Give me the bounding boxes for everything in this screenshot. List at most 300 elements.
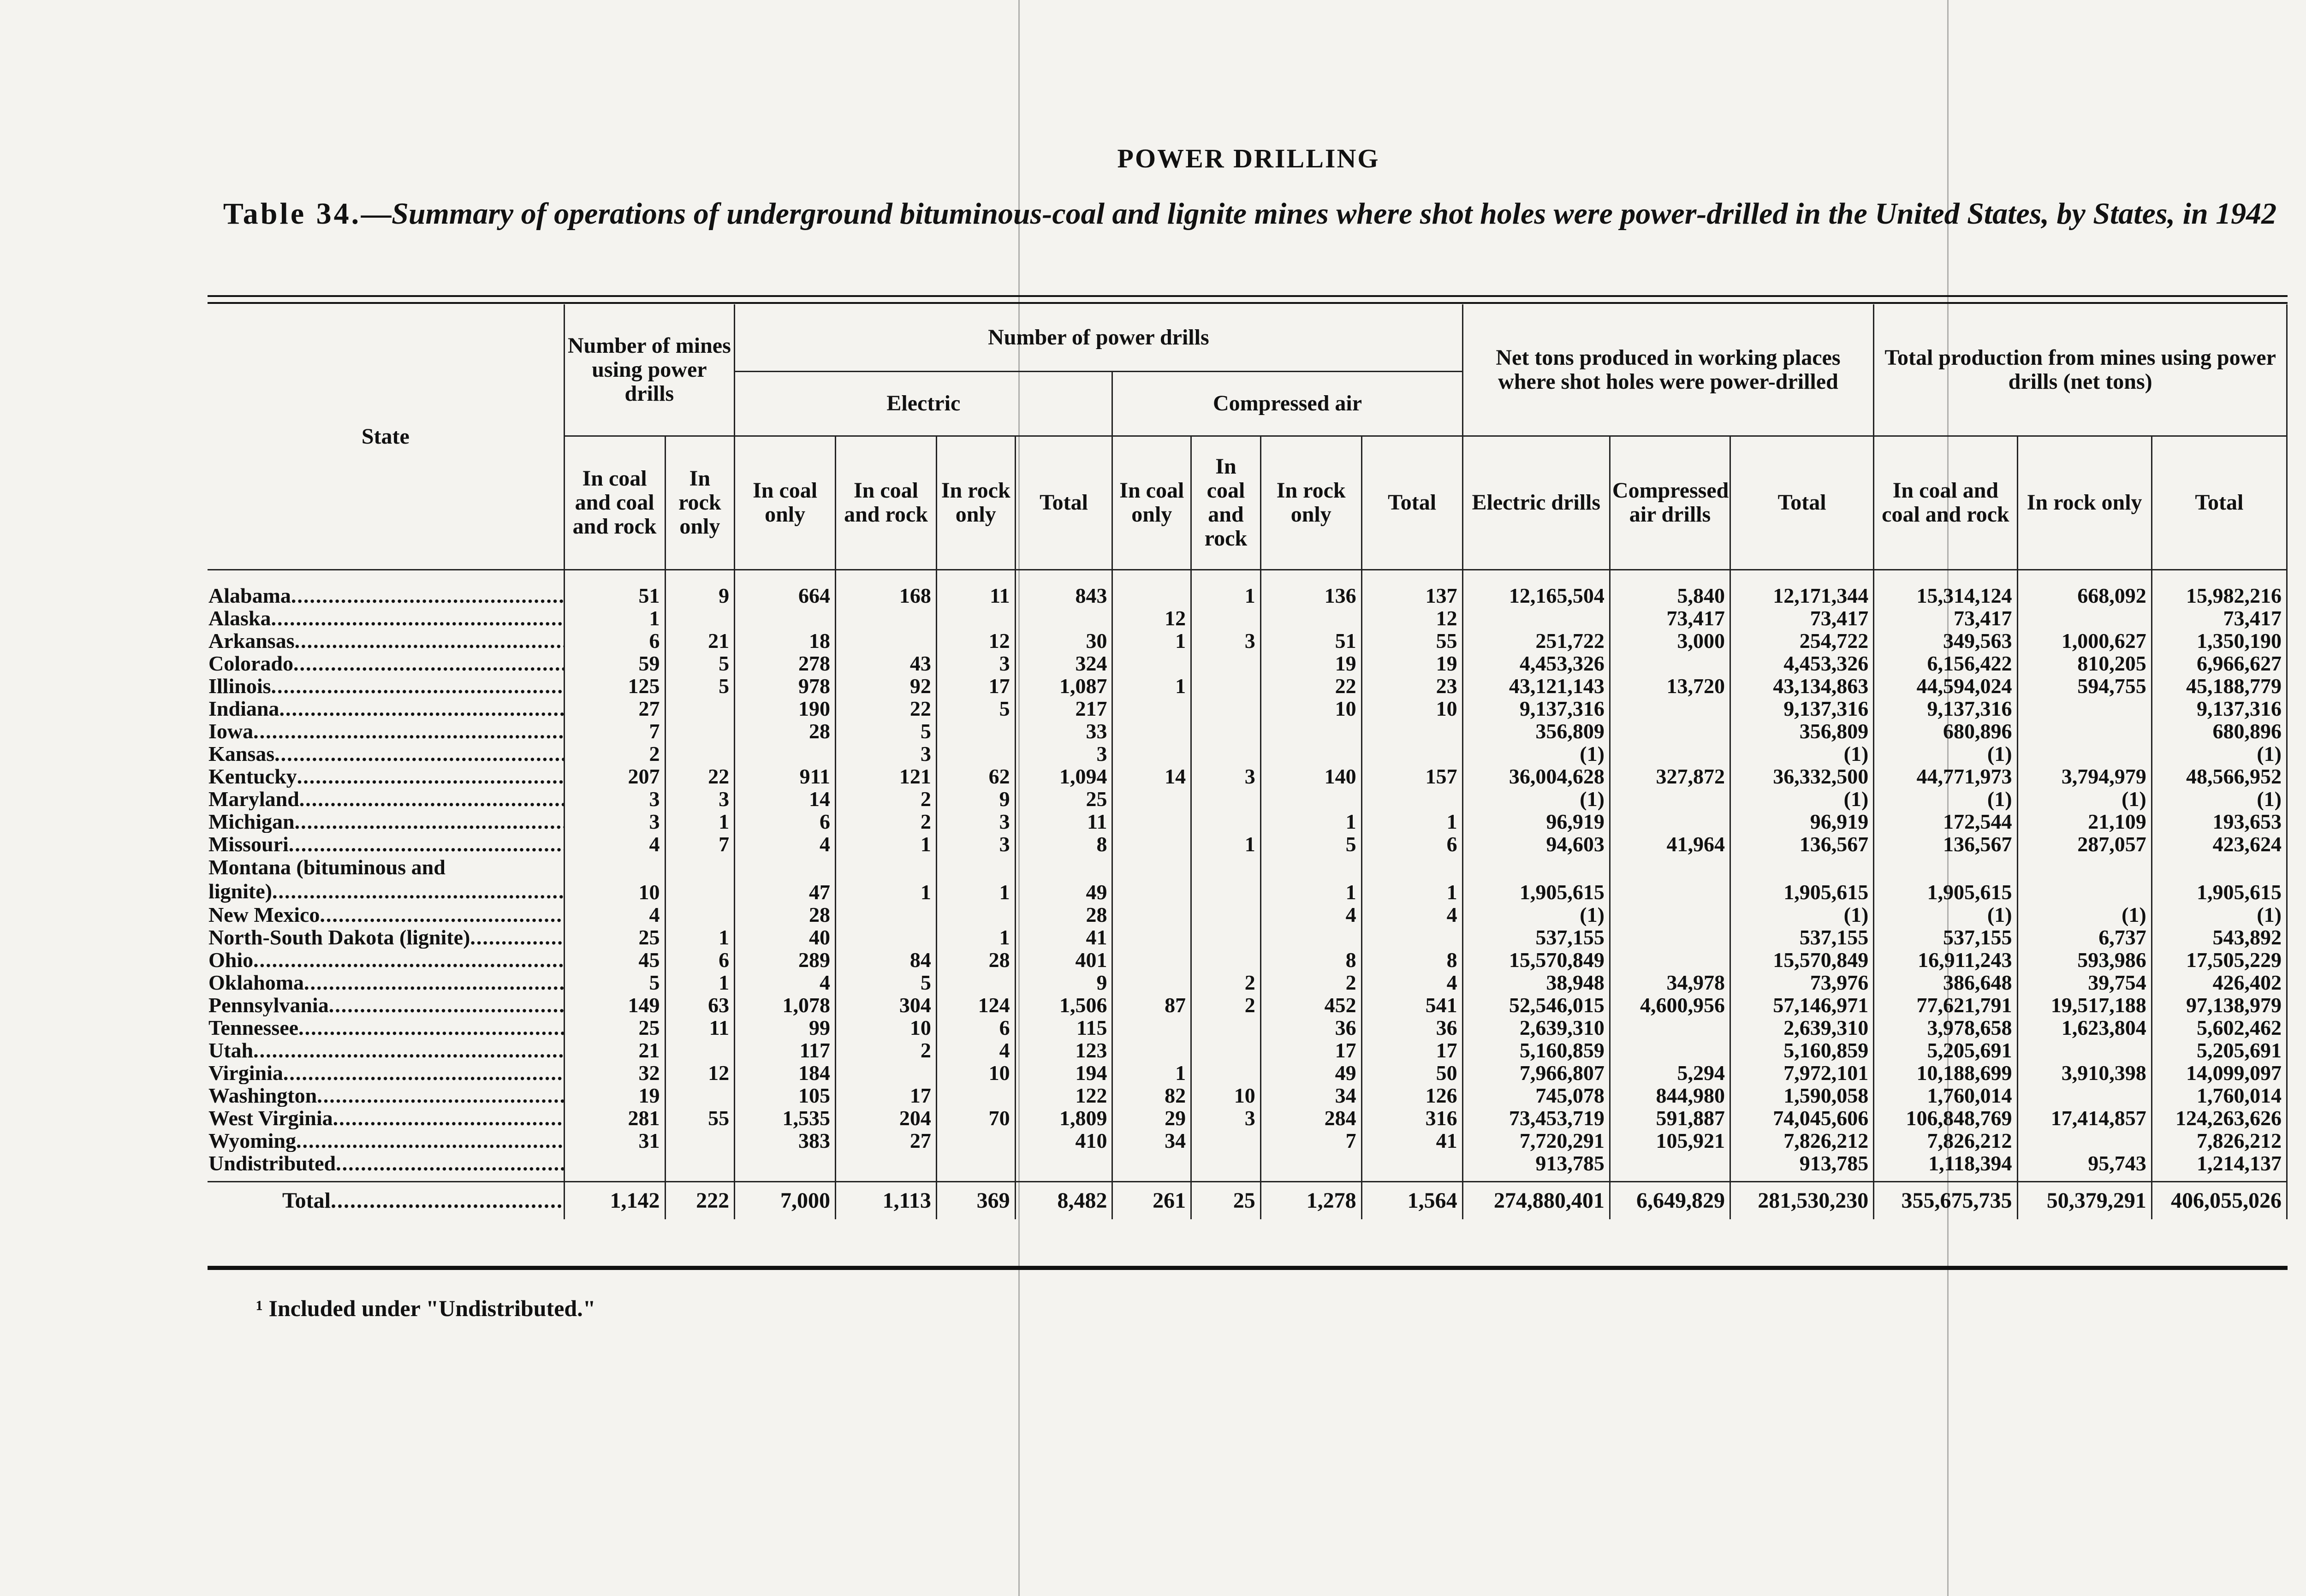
state-name: Alaska ..... (208, 607, 564, 629)
value-cell-p-t: 97,138,979 (2151, 994, 2287, 1016)
value-cell-m-cr: 3 (564, 810, 665, 833)
state-cell (208, 675, 564, 697)
value-cell-a-t: 1 (1361, 855, 1462, 903)
value-cell-p-cr: 537,155 (1874, 926, 2017, 949)
state-name: Iowa ..... (208, 720, 564, 742)
value-cell-p-t: 426,402 (2151, 971, 2287, 994)
value-cell-n-e: 36,004,628 (1462, 765, 1610, 788)
value-cell-a-c: 14 (1112, 765, 1191, 788)
value-cell-a-t: 157 (1361, 765, 1462, 788)
value-cell-e-t: 122 (1015, 1084, 1112, 1107)
value-cell-n-t: 96,919 (1730, 810, 1873, 833)
value-cell-n-a (1610, 903, 1730, 926)
value-cell-e-r: 62 (936, 765, 1015, 788)
drills-group-header: Number of power drills (735, 304, 1462, 371)
value-cell-m-r: 9 (665, 570, 735, 607)
value-cell-p-cr: 1,905,615 (1874, 855, 2017, 903)
col-ca-total: Total (1361, 436, 1462, 570)
value-cell-e-c: 117 (735, 1039, 836, 1062)
value-cell-e-t: 3 (1015, 742, 1112, 765)
value-cell-a-t: 316 (1361, 1107, 1462, 1129)
spacer-cell (1191, 1175, 1261, 1182)
value-cell-n-e: (1) (1462, 788, 1610, 810)
value-cell-n-t: 7,826,212 (1730, 1129, 1873, 1152)
value-cell-m-r: 55 (665, 1107, 735, 1129)
state-name: Undistributed ..... (208, 1152, 564, 1175)
state-cell (208, 697, 564, 720)
value-cell-a-c (1112, 570, 1191, 607)
value-cell-p-r (2017, 1129, 2151, 1152)
value-cell-p-t: 7,826,212 (2151, 1129, 2287, 1152)
value-cell-n-t: (1) (1730, 903, 1873, 926)
table-row (208, 570, 2287, 607)
value-cell-a-t: 541 (1361, 994, 1462, 1016)
value-cell-p-t: 15,982,216 (2151, 570, 2287, 607)
table-row (208, 675, 2287, 697)
value-cell-a-t: 8 (1361, 949, 1462, 971)
value-cell-e-c: 47 (735, 855, 836, 903)
value-cell-n-e: 7,966,807 (1462, 1062, 1610, 1084)
spacer-cell (836, 1175, 937, 1182)
value-cell-p-cr: 386,648 (1874, 971, 2017, 994)
value-cell-e-t: 8,482 (1015, 1181, 1112, 1219)
value-cell-n-t: (1) (1730, 788, 1873, 810)
value-cell-p-t: 45,188,779 (2151, 675, 2287, 697)
value-cell-e-c: 4 (735, 833, 836, 855)
value-cell-n-e: 274,880,401 (1462, 1181, 1610, 1219)
value-cell-e-c: 99 (735, 1016, 836, 1039)
value-cell-a-c: 1 (1112, 1062, 1191, 1084)
value-cell-e-cr: 5 (836, 971, 937, 994)
value-cell-p-t: 9,137,316 (2151, 697, 2287, 720)
value-cell-a-r (1260, 720, 1361, 742)
value-cell-e-t: 41 (1015, 926, 1112, 949)
value-cell-e-c: 28 (735, 720, 836, 742)
value-cell-n-t: 15,570,849 (1730, 949, 1873, 971)
value-cell-m-cr: 31 (564, 1129, 665, 1152)
value-cell-e-cr: 84 (836, 949, 937, 971)
table-row (208, 1107, 2287, 1129)
value-cell-e-t: 1,094 (1015, 765, 1112, 788)
value-cell-n-a: 591,887 (1610, 1107, 1730, 1129)
value-cell-a-r: 2 (1260, 971, 1361, 994)
table-row (208, 629, 2287, 652)
value-cell-a-t (1361, 788, 1462, 810)
value-cell-e-c: 911 (735, 765, 836, 788)
value-cell-e-t: 1,087 (1015, 675, 1112, 697)
value-cell-p-t: 14,099,097 (2151, 1062, 2287, 1084)
value-cell-n-e: 12,165,504 (1462, 570, 1610, 607)
footnote: ¹ Included under "Undistributed." (256, 1295, 596, 1321)
value-cell-a-c: 1 (1112, 629, 1191, 652)
state-name: Total ..... (208, 1188, 564, 1213)
value-cell-p-r: 594,755 (2017, 675, 2151, 697)
value-cell-p-t: 17,505,229 (2151, 949, 2287, 971)
state-name: Michigan ..... (208, 810, 564, 833)
value-cell-e-r (936, 971, 1015, 994)
value-cell-a-cr (1191, 1062, 1261, 1084)
value-cell-e-cr (836, 1062, 937, 1084)
table-row (208, 652, 2287, 675)
value-cell-e-r: 369 (936, 1181, 1015, 1219)
value-cell-p-r (2017, 1039, 2151, 1062)
value-cell-p-t: (1) (2151, 903, 2287, 926)
value-cell-e-cr: 204 (836, 1107, 937, 1129)
value-cell-m-r: 7 (665, 833, 735, 855)
col-el-rock: In rock only (936, 436, 1015, 570)
coal-drilling-table (208, 304, 2288, 1219)
value-cell-e-c: 664 (735, 570, 836, 607)
value-cell-p-cr: (1) (1874, 903, 2017, 926)
value-cell-a-c (1112, 903, 1191, 926)
value-cell-m-r: 3 (665, 788, 735, 810)
value-cell-p-r: 50,379,291 (2017, 1181, 2151, 1219)
table-row (208, 971, 2287, 994)
value-cell-p-t: 6,966,627 (2151, 652, 2287, 675)
value-cell-n-t: 356,809 (1730, 720, 1873, 742)
value-cell-n-t: 9,137,316 (1730, 697, 1873, 720)
value-cell-a-c: 12 (1112, 607, 1191, 629)
value-cell-n-t: 36,332,500 (1730, 765, 1873, 788)
value-cell-a-t: 36 (1361, 1016, 1462, 1039)
value-cell-n-t: (1) (1730, 742, 1873, 765)
value-cell-m-r (665, 1084, 735, 1107)
value-cell-n-a (1610, 788, 1730, 810)
value-cell-e-r: 17 (936, 675, 1015, 697)
state-cell (208, 765, 564, 788)
state-name: West Virginia ..... (208, 1107, 564, 1129)
value-cell-n-t: 254,722 (1730, 629, 1873, 652)
value-cell-m-cr: 45 (564, 949, 665, 971)
total-row (208, 1181, 2287, 1219)
value-cell-e-cr: 10 (836, 1016, 937, 1039)
value-cell-p-cr: 136,567 (1874, 833, 2017, 855)
value-cell-e-t: 30 (1015, 629, 1112, 652)
value-cell-a-t: 50 (1361, 1062, 1462, 1084)
spacer-cell (564, 1175, 665, 1182)
value-cell-n-a: 844,980 (1610, 1084, 1730, 1107)
value-cell-a-r (1260, 742, 1361, 765)
value-cell-e-r: 70 (936, 1107, 1015, 1129)
value-cell-p-t: 1,214,137 (2151, 1152, 2287, 1175)
value-cell-n-a: 13,720 (1610, 675, 1730, 697)
value-cell-e-cr: 92 (836, 675, 937, 697)
table-bottom-rule (208, 1266, 2288, 1270)
value-cell-a-cr: 1 (1191, 833, 1261, 855)
value-cell-m-r (665, 903, 735, 926)
spacer-cell (1361, 1175, 1462, 1182)
value-cell-m-cr: 1,142 (564, 1181, 665, 1219)
value-cell-m-cr: 19 (564, 1084, 665, 1107)
value-cell-a-cr (1191, 855, 1261, 903)
value-cell-a-r: 4 (1260, 903, 1361, 926)
value-cell-p-r: 95,743 (2017, 1152, 2151, 1175)
value-cell-e-cr: 2 (836, 810, 937, 833)
state-column-header: State (208, 304, 564, 570)
value-cell-n-t: 12,171,344 (1730, 570, 1873, 607)
col-tp-total: Total (2151, 436, 2287, 570)
value-cell-e-t: 9 (1015, 971, 1112, 994)
value-cell-e-t: 843 (1015, 570, 1112, 607)
value-cell-a-t: 1 (1361, 810, 1462, 833)
value-cell-n-t: 74,045,606 (1730, 1107, 1873, 1129)
value-cell-n-a (1610, 810, 1730, 833)
value-cell-a-cr: 2 (1191, 994, 1261, 1016)
value-cell-e-c (735, 607, 836, 629)
table-label: Table 34. (223, 197, 362, 231)
value-cell-a-c (1112, 833, 1191, 855)
value-cell-a-t: 23 (1361, 675, 1462, 697)
table-top-rule-2 (208, 302, 2288, 304)
value-cell-n-a: 73,417 (1610, 607, 1730, 629)
value-cell-p-t: 48,566,952 (2151, 765, 2287, 788)
value-cell-a-cr (1191, 720, 1261, 742)
state-name: Alabama ..... (208, 584, 564, 607)
value-cell-p-cr: 6,156,422 (1874, 652, 2017, 675)
value-cell-p-t: 423,624 (2151, 833, 2287, 855)
value-cell-e-t: 410 (1015, 1129, 1112, 1152)
table-row (208, 697, 2287, 720)
value-cell-a-c: 1 (1112, 675, 1191, 697)
value-cell-a-cr (1191, 675, 1261, 697)
value-cell-n-e: 4,453,326 (1462, 652, 1610, 675)
table-row (208, 949, 2287, 971)
value-cell-p-t: 1,760,014 (2151, 1084, 2287, 1107)
state-name: Washington ..... (208, 1084, 564, 1107)
value-cell-m-cr: 6 (564, 629, 665, 652)
value-cell-a-c: 261 (1112, 1181, 1191, 1219)
value-cell-e-c: 6 (735, 810, 836, 833)
state-name: Indiana ..... (208, 697, 564, 720)
value-cell-a-cr (1191, 697, 1261, 720)
value-cell-e-c: 383 (735, 1129, 836, 1152)
value-cell-a-c (1112, 788, 1191, 810)
value-cell-e-c: 1,078 (735, 994, 836, 1016)
value-cell-e-r: 10 (936, 1062, 1015, 1084)
value-cell-a-cr (1191, 788, 1261, 810)
value-cell-a-cr: 25 (1191, 1181, 1261, 1219)
table-row (208, 1152, 2287, 1175)
value-cell-n-e: 52,546,015 (1462, 994, 1610, 1016)
value-cell-e-t: 217 (1015, 697, 1112, 720)
value-cell-a-t: 6 (1361, 833, 1462, 855)
state-cell (208, 788, 564, 810)
value-cell-e-cr: 2 (836, 1039, 937, 1062)
value-cell-a-cr: 3 (1191, 765, 1261, 788)
value-cell-p-cr: 7,826,212 (1874, 1129, 2017, 1152)
col-el-total: Total (1015, 436, 1112, 570)
table-row (208, 1062, 2287, 1084)
value-cell-e-t: 324 (1015, 652, 1112, 675)
value-cell-p-r: 287,057 (2017, 833, 2151, 855)
value-cell-n-a: 3,000 (1610, 629, 1730, 652)
value-cell-a-r: 7 (1260, 1129, 1361, 1152)
value-cell-e-t: 1,506 (1015, 994, 1112, 1016)
value-cell-m-cr: 25 (564, 1016, 665, 1039)
value-cell-n-e: 5,160,859 (1462, 1039, 1610, 1062)
value-cell-e-cr (836, 926, 937, 949)
value-cell-e-c (735, 1152, 836, 1175)
value-cell-a-c (1112, 810, 1191, 833)
value-cell-e-c: 1,535 (735, 1107, 836, 1129)
value-cell-p-t: 193,653 (2151, 810, 2287, 833)
value-cell-p-r (2017, 1084, 2151, 1107)
value-cell-a-r (1260, 926, 1361, 949)
running-header: POWER DRILLING (1117, 143, 1380, 173)
value-cell-a-c (1112, 855, 1191, 903)
table-row (208, 742, 2287, 765)
value-cell-n-a (1610, 720, 1730, 742)
value-cell-p-r: 6,737 (2017, 926, 2151, 949)
state-cell (208, 1107, 564, 1129)
value-cell-p-t: 1,905,615 (2151, 855, 2287, 903)
value-cell-e-r (936, 903, 1015, 926)
value-cell-p-r (2017, 697, 2151, 720)
value-cell-p-cr: 77,621,791 (1874, 994, 2017, 1016)
state-name: Maryland ..... (208, 788, 564, 810)
value-cell-a-t (1361, 742, 1462, 765)
value-cell-n-t: 537,155 (1730, 926, 1873, 949)
value-cell-n-a: 5,294 (1610, 1062, 1730, 1084)
value-cell-m-r: 63 (665, 994, 735, 1016)
value-cell-p-cr: 680,896 (1874, 720, 2017, 742)
value-cell-a-c (1112, 652, 1191, 675)
value-cell-a-c (1112, 971, 1191, 994)
value-cell-n-e: 96,919 (1462, 810, 1610, 833)
state-name: North-South Dakota (lignite) ..... (208, 926, 564, 949)
value-cell-p-t: (1) (2151, 788, 2287, 810)
value-cell-e-r (936, 742, 1015, 765)
state-name: Kansas ..... (208, 742, 564, 765)
value-cell-e-cr: 3 (836, 742, 937, 765)
value-cell-n-a: 5,840 (1610, 570, 1730, 607)
value-cell-a-t: 4 (1361, 903, 1462, 926)
table-row (208, 833, 2287, 855)
value-cell-n-a: 41,964 (1610, 833, 1730, 855)
value-cell-a-t (1361, 720, 1462, 742)
spacer-cell (1015, 1175, 1112, 1182)
table-caption (208, 196, 2292, 232)
value-cell-p-cr: 73,417 (1874, 607, 2017, 629)
value-cell-p-r: 593,986 (2017, 949, 2151, 971)
value-cell-e-r (936, 607, 1015, 629)
table-row (208, 926, 2287, 949)
value-cell-m-cr: 59 (564, 652, 665, 675)
value-cell-p-cr: (1) (1874, 742, 2017, 765)
col-tp-rock: In rock only (2017, 436, 2151, 570)
value-cell-e-t: 123 (1015, 1039, 1112, 1062)
value-cell-m-r: 21 (665, 629, 735, 652)
state-cell (208, 1084, 564, 1107)
value-cell-n-e: 2,639,310 (1462, 1016, 1610, 1039)
value-cell-a-cr: 3 (1191, 1107, 1261, 1129)
value-cell-e-r (936, 720, 1015, 742)
value-cell-a-c: 34 (1112, 1129, 1191, 1152)
value-cell-n-e: 7,720,291 (1462, 1129, 1610, 1152)
value-cell-p-cr: 9,137,316 (1874, 697, 2017, 720)
value-cell-e-cr (836, 903, 937, 926)
col-nt-compressed: Compressed air drills (1610, 436, 1730, 570)
value-cell-p-r: 1,623,804 (2017, 1016, 2151, 1039)
table-body (208, 570, 2287, 1219)
value-cell-n-t: 1,905,615 (1730, 855, 1873, 903)
spacer-cell (1462, 1175, 1610, 1182)
value-cell-a-c: 87 (1112, 994, 1191, 1016)
value-cell-m-cr: 207 (564, 765, 665, 788)
value-cell-m-r: 22 (665, 765, 735, 788)
col-nt-electric: Electric drills (1462, 436, 1610, 570)
spacer-cell (1112, 1175, 1191, 1182)
value-cell-m-cr: 10 (564, 855, 665, 903)
state-name: Wyoming ..... (208, 1129, 564, 1152)
value-cell-a-cr (1191, 1039, 1261, 1062)
spacer-cell (735, 1175, 836, 1182)
value-cell-a-t (1361, 1152, 1462, 1175)
value-cell-n-a (1610, 697, 1730, 720)
value-cell-a-r: 1,278 (1260, 1181, 1361, 1219)
spacer-cell (1730, 1175, 1873, 1182)
value-cell-p-cr: 16,911,243 (1874, 949, 2017, 971)
production-group-header: Total production from mines using power drills (net tons) (1874, 304, 2287, 436)
value-cell-p-t: 543,892 (2151, 926, 2287, 949)
value-cell-p-cr: 1,118,394 (1874, 1152, 2017, 1175)
value-cell-a-t: 12 (1361, 607, 1462, 629)
value-cell-m-r: 222 (665, 1181, 735, 1219)
table-row (208, 903, 2287, 926)
value-cell-n-e: 73,453,719 (1462, 1107, 1610, 1129)
state-cell (208, 720, 564, 742)
state-cell (208, 926, 564, 949)
spacer-row (208, 1175, 2287, 1182)
value-cell-n-t: 1,590,058 (1730, 1084, 1873, 1107)
spacer-cell (665, 1175, 735, 1182)
value-cell-p-r: 810,205 (2017, 652, 2151, 675)
table-title: —Summary of operations of underground bituminous-coal and lignite mines where shot holes were power-drilled in the United States, by States, in 1942 (361, 197, 2277, 231)
spacer-cell (1260, 1175, 1361, 1182)
table-row (208, 994, 2287, 1016)
value-cell-p-r (2017, 607, 2151, 629)
value-cell-a-c: 82 (1112, 1084, 1191, 1107)
state-name: Virginia ..... (208, 1062, 564, 1084)
value-cell-m-cr: 125 (564, 675, 665, 697)
table-row (208, 720, 2287, 742)
value-cell-a-cr (1191, 742, 1261, 765)
value-cell-a-t: 137 (1361, 570, 1462, 607)
value-cell-m-cr: 21 (564, 1039, 665, 1062)
table-row (208, 1084, 2287, 1107)
value-cell-e-t: 194 (1015, 1062, 1112, 1084)
value-cell-n-a (1610, 1039, 1730, 1062)
value-cell-m-r (665, 697, 735, 720)
state-cell (208, 570, 564, 607)
col-nt-total: Total (1730, 436, 1873, 570)
value-cell-p-cr: 44,594,024 (1874, 675, 2017, 697)
value-cell-a-r (1260, 1152, 1361, 1175)
value-cell-p-t: 5,205,691 (2151, 1039, 2287, 1062)
value-cell-e-c: 289 (735, 949, 836, 971)
value-cell-e-t: 11 (1015, 810, 1112, 833)
value-cell-e-t (1015, 1152, 1112, 1175)
value-cell-p-t: (1) (2151, 742, 2287, 765)
value-cell-m-r: 1 (665, 926, 735, 949)
table-row (208, 1016, 2287, 1039)
value-cell-n-e: 251,722 (1462, 629, 1610, 652)
value-cell-n-t: 73,417 (1730, 607, 1873, 629)
value-cell-n-e: 9,137,316 (1462, 697, 1610, 720)
state-name: Oklahoma ..... (208, 971, 564, 994)
value-cell-e-r: 11 (936, 570, 1015, 607)
value-cell-m-r (665, 720, 735, 742)
